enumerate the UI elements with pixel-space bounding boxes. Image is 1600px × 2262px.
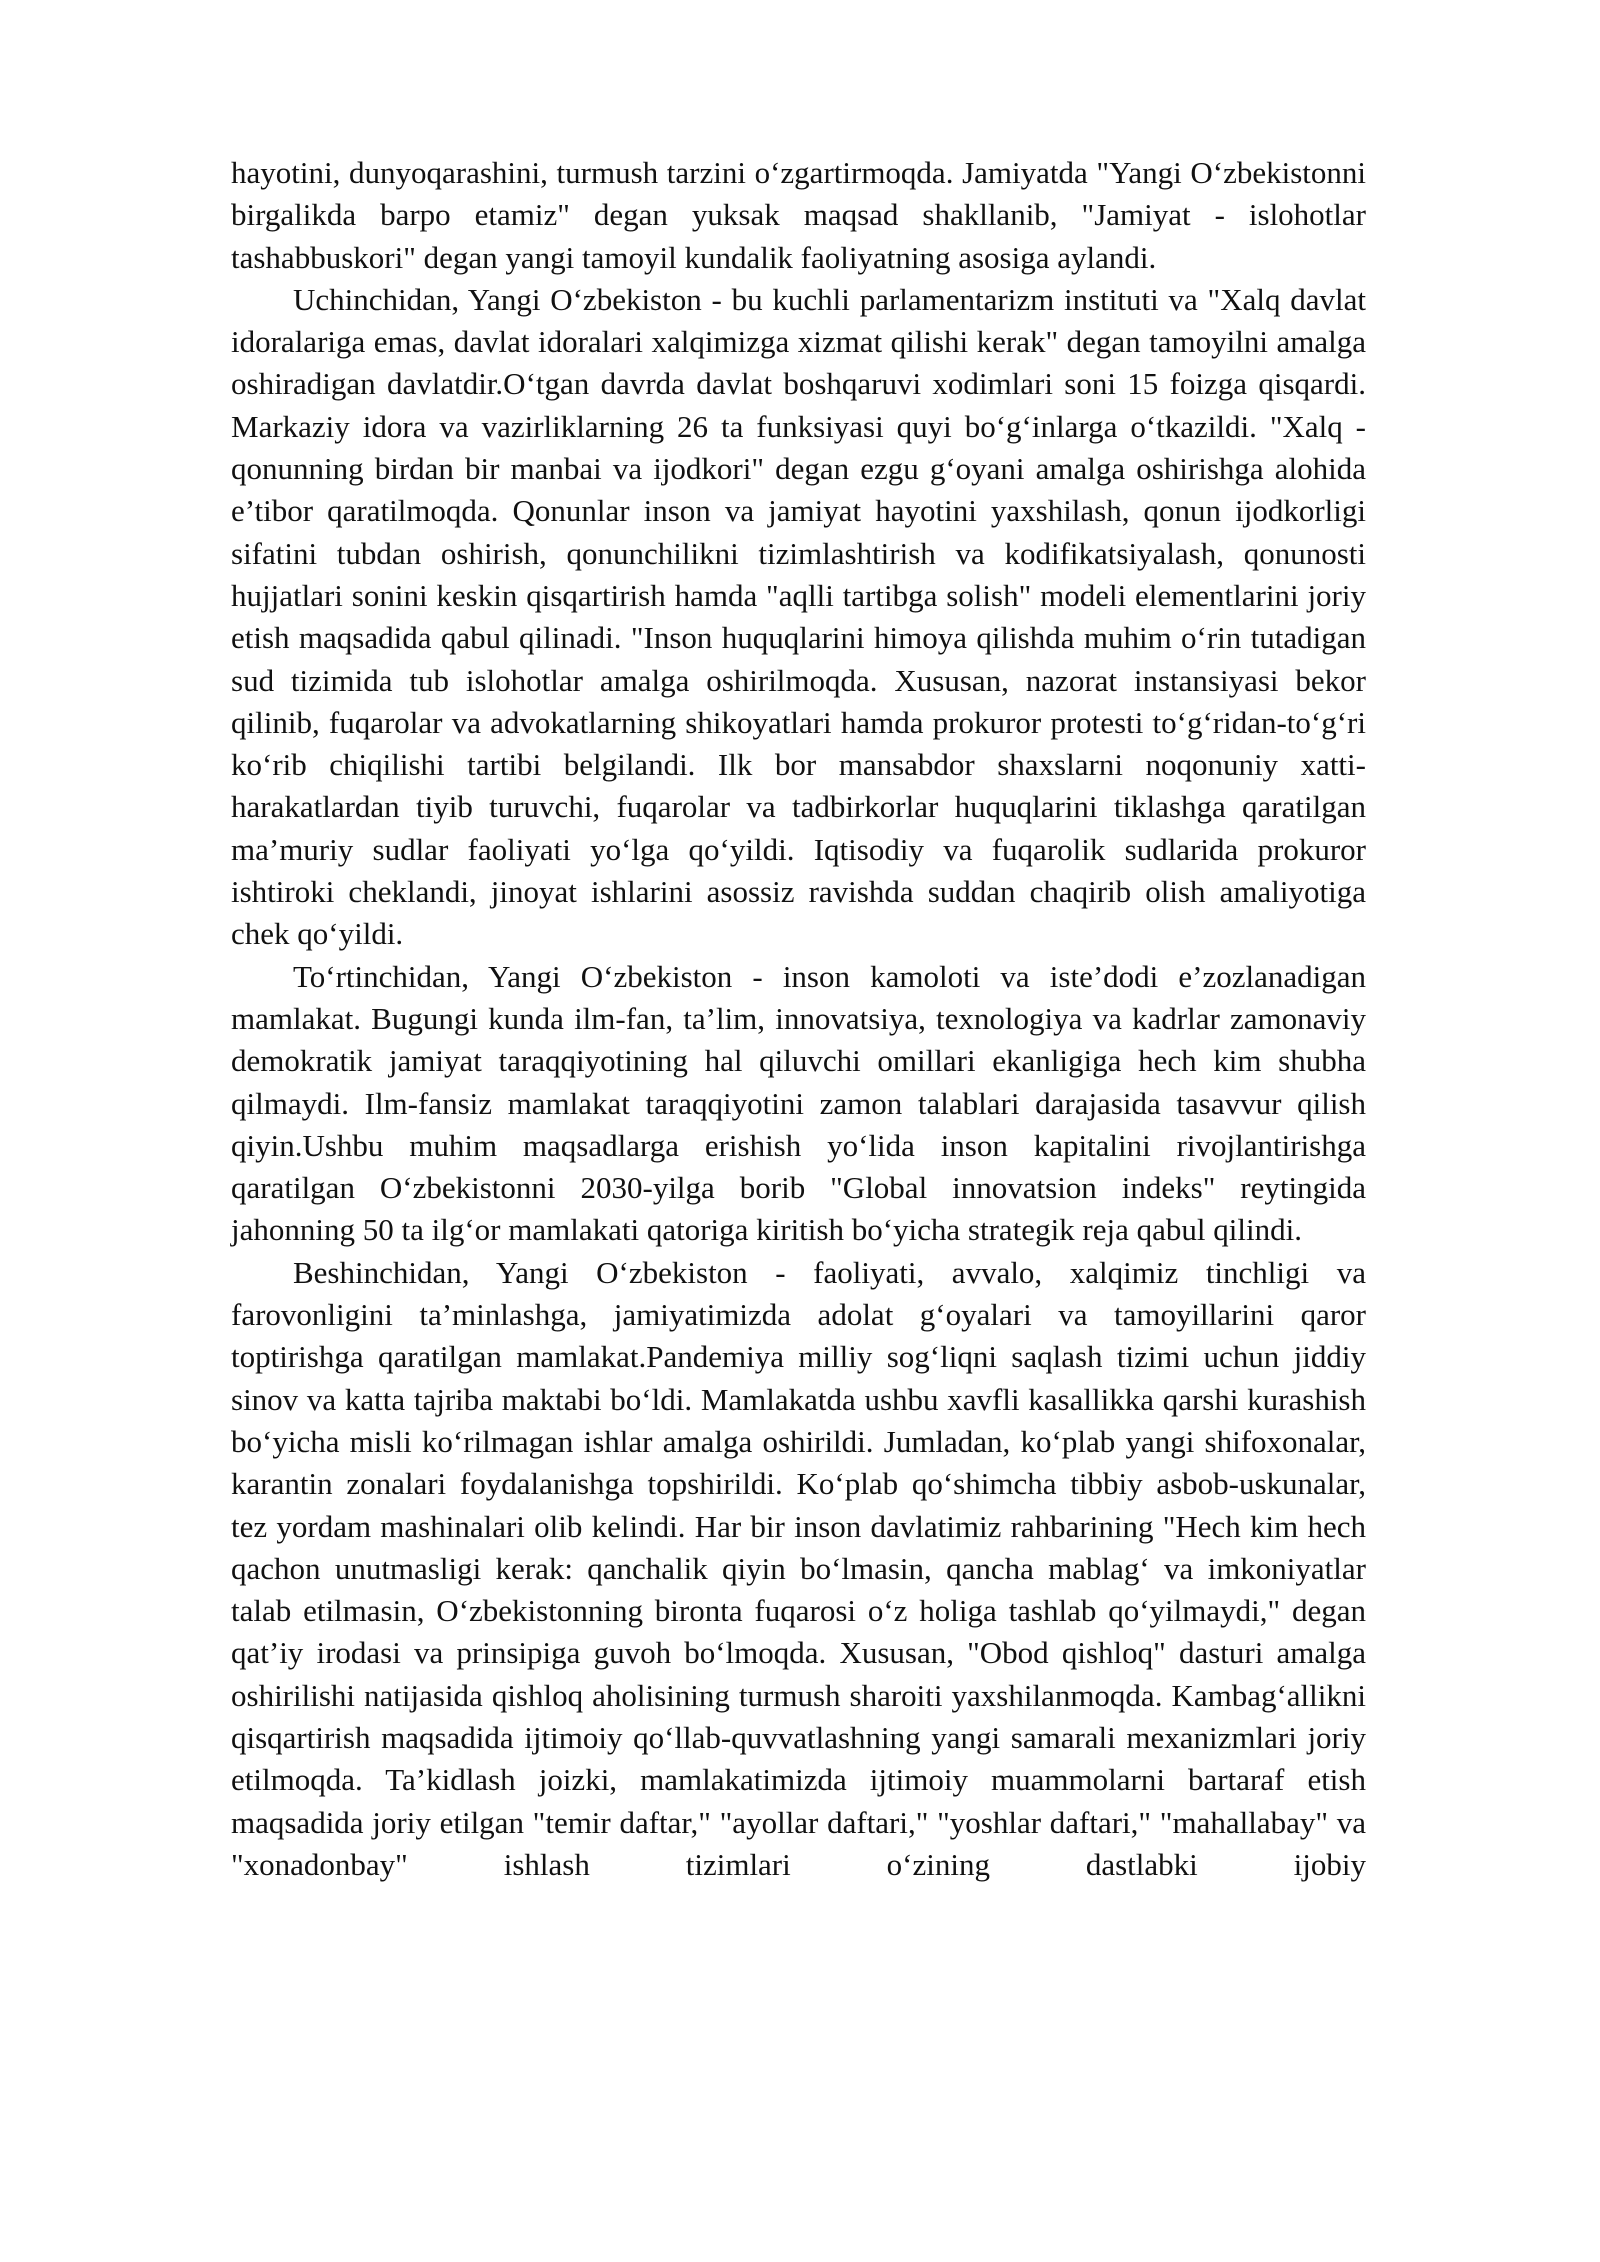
document-body: [231, 152, 1366, 1886]
paragraph-uchinchidan: Uchinchidan, Yangi O‘zbekiston - bu kuchli parlamentarizm instituti va "Xalq davlat idoralariga emas, davlat idoralari xalqimizga xizmat qilishi kerak" degan tamoyilni amalga oshiradigan davlatdir.O‘tgan davrda davlat boshqaruvi xodimlari soni 15 foizga qisqardi. Markaziy idora va vazirliklarning 26 ta funksiyasi quyi bo‘g‘inlarga o‘tkazildi. "Xalq - qonunning birdan bir manbai va ijodkori" degan ezgu g‘oyani amalga oshirishga alohida e’tibor qaratilmoqda. Qonunlar inson va jamiyat hayotini yaxshilash, qonun ijodkorligi sifatini tubdan oshirish, qonunchilikni tizimlashtirish va kodifikatsiyalash, qonunosti hujjatlari sonini keskin qisqartirish hamda "aqlli tartibga solish" modeli elementlarini joriy etish maqsadida qabul qilinadi. "Inson huquqlarini himoya qilishda muhim o‘rin tutadigan sud tizimida tub islohotlar amalga oshirilmoqda. Xususan, nazorat instansiyasi bekor qilinib, fuqarolar va advokatlarning shikoyatlari hamda prokuror protesti to‘g‘ridan-to‘g‘ri ko‘rib chiqilishi tartibi belgilandi. Ilk bor mansabdor shaxslarni noqonuniy xatti-harakatlardan tiyib turuvchi, fuqarolar va tadbirkorlar huquqlarini tiklashga qaratilgan ma’muriy sudlar faoliyati yo‘lga qo‘yildi. Iqtisodiy va fuqarolik sudlarida prokuror ishtiroki cheklandi, jinoyat ishlarini asossiz ravishda suddan chaqirib olish amaliyotiga chek qo‘yildi.: [231, 281, 1366, 952]
paragraph-beshinchidan: Beshinchidan, Yangi O‘zbekiston - faoliyati, avvalo, xalqimiz tinchligi va farovonligini ta’minlashga, jamiyatimizda adolat g‘oyalari va tamoyillarini qaror toptirishga qaratilgan mamlakat.Pandemiya milliy sog‘liqni saqlash tizimi uchun jiddiy sinov va katta tajriba maktabi bo‘ldi. Mamlakatda ushbu xavfli kasallikka qarshi kurashish bo‘yicha misli ko‘rilmagan ishlar amalga oshirildi. Jumladan, ko‘plab yangi shifoxonalar, karantin zonalari foydalanishga topshirildi. Ko‘plab qo‘shimcha tibbiy asbob-uskunalar, tez yordam mashinalari olib kelindi. Har bir inson davlatimiz rahbarining "Hech kim hech qachon unutmasligi kerak: qanchalik qiyin bo‘lmasin, qancha mablag‘ va imkoniyatlar talab etilmasin, O‘zbekistonning bironta fuqarosi o‘z holiga tashlab qo‘yilmaydi," degan qat’iy irodasi va prinsipiga guvoh bo‘lmoqda. Xususan, "Obod qishloq" dasturi amalga oshirilishi natijasida qishloq aholisining turmush sharoiti yaxshilanmoqda. Kambag‘allikni qisqartirish maqsadida ijtimoiy qo‘llab-quvvatlashning yangi samarali mexanizmlari joriy etilmoqda. Ta’kidlash joizki, mamlakatimizda ijtimoiy muammolarni bartaraf etish maqsadida joriy etilgan "temir daftar," "ayollar daftari," "yoshlar daftari," "mahallabay" va "xonadonbay" ishlash tizimlari o‘zining dastlabki ijobiy: [231, 1254, 1366, 1882]
paragraph-continued-from-previous-page: hayotini, dunyoqarashini, turmush tarzini o‘zgartirmoqda. Jamiyatda "Yangi O‘zbekistonni birgalikda barpo etamiz" degan yuksak maqsad shakllanib, "Jamiyat - islohotlar tashabbuskori" degan yangi tamoyil kundalik faoliyatning asosiga aylandi.: [231, 155, 1366, 275]
paragraph-tortinchidan: To‘rtinchidan, Yangi O‘zbekiston - inson kamoloti va iste’dodi e’zozlanadigan mamlakat. Bugungi kunda ilm-fan, ta’lim, innovatsiya, texnologiya va kadrlar zamonaviy demokratik jamiyat taraqqiyotining hal qiluvchi omillari ekanligiga hech kim shubha qilmaydi. Ilm-fansiz mamlakat taraqqiyotini zamon talablari darajasida tasavvur qilish qiyin.Ushbu muhim maqsadlarga erishish yo‘lida inson kapitalini rivojlantirishga qaratilgan O‘zbekistonni 2030-yilga borib "Global innovatsion indeks" reytingida jahonning 50 ta ilg‘or mamlakati qatoriga kiritish bo‘yicha strategik reja qabul qilindi.: [231, 958, 1366, 1248]
